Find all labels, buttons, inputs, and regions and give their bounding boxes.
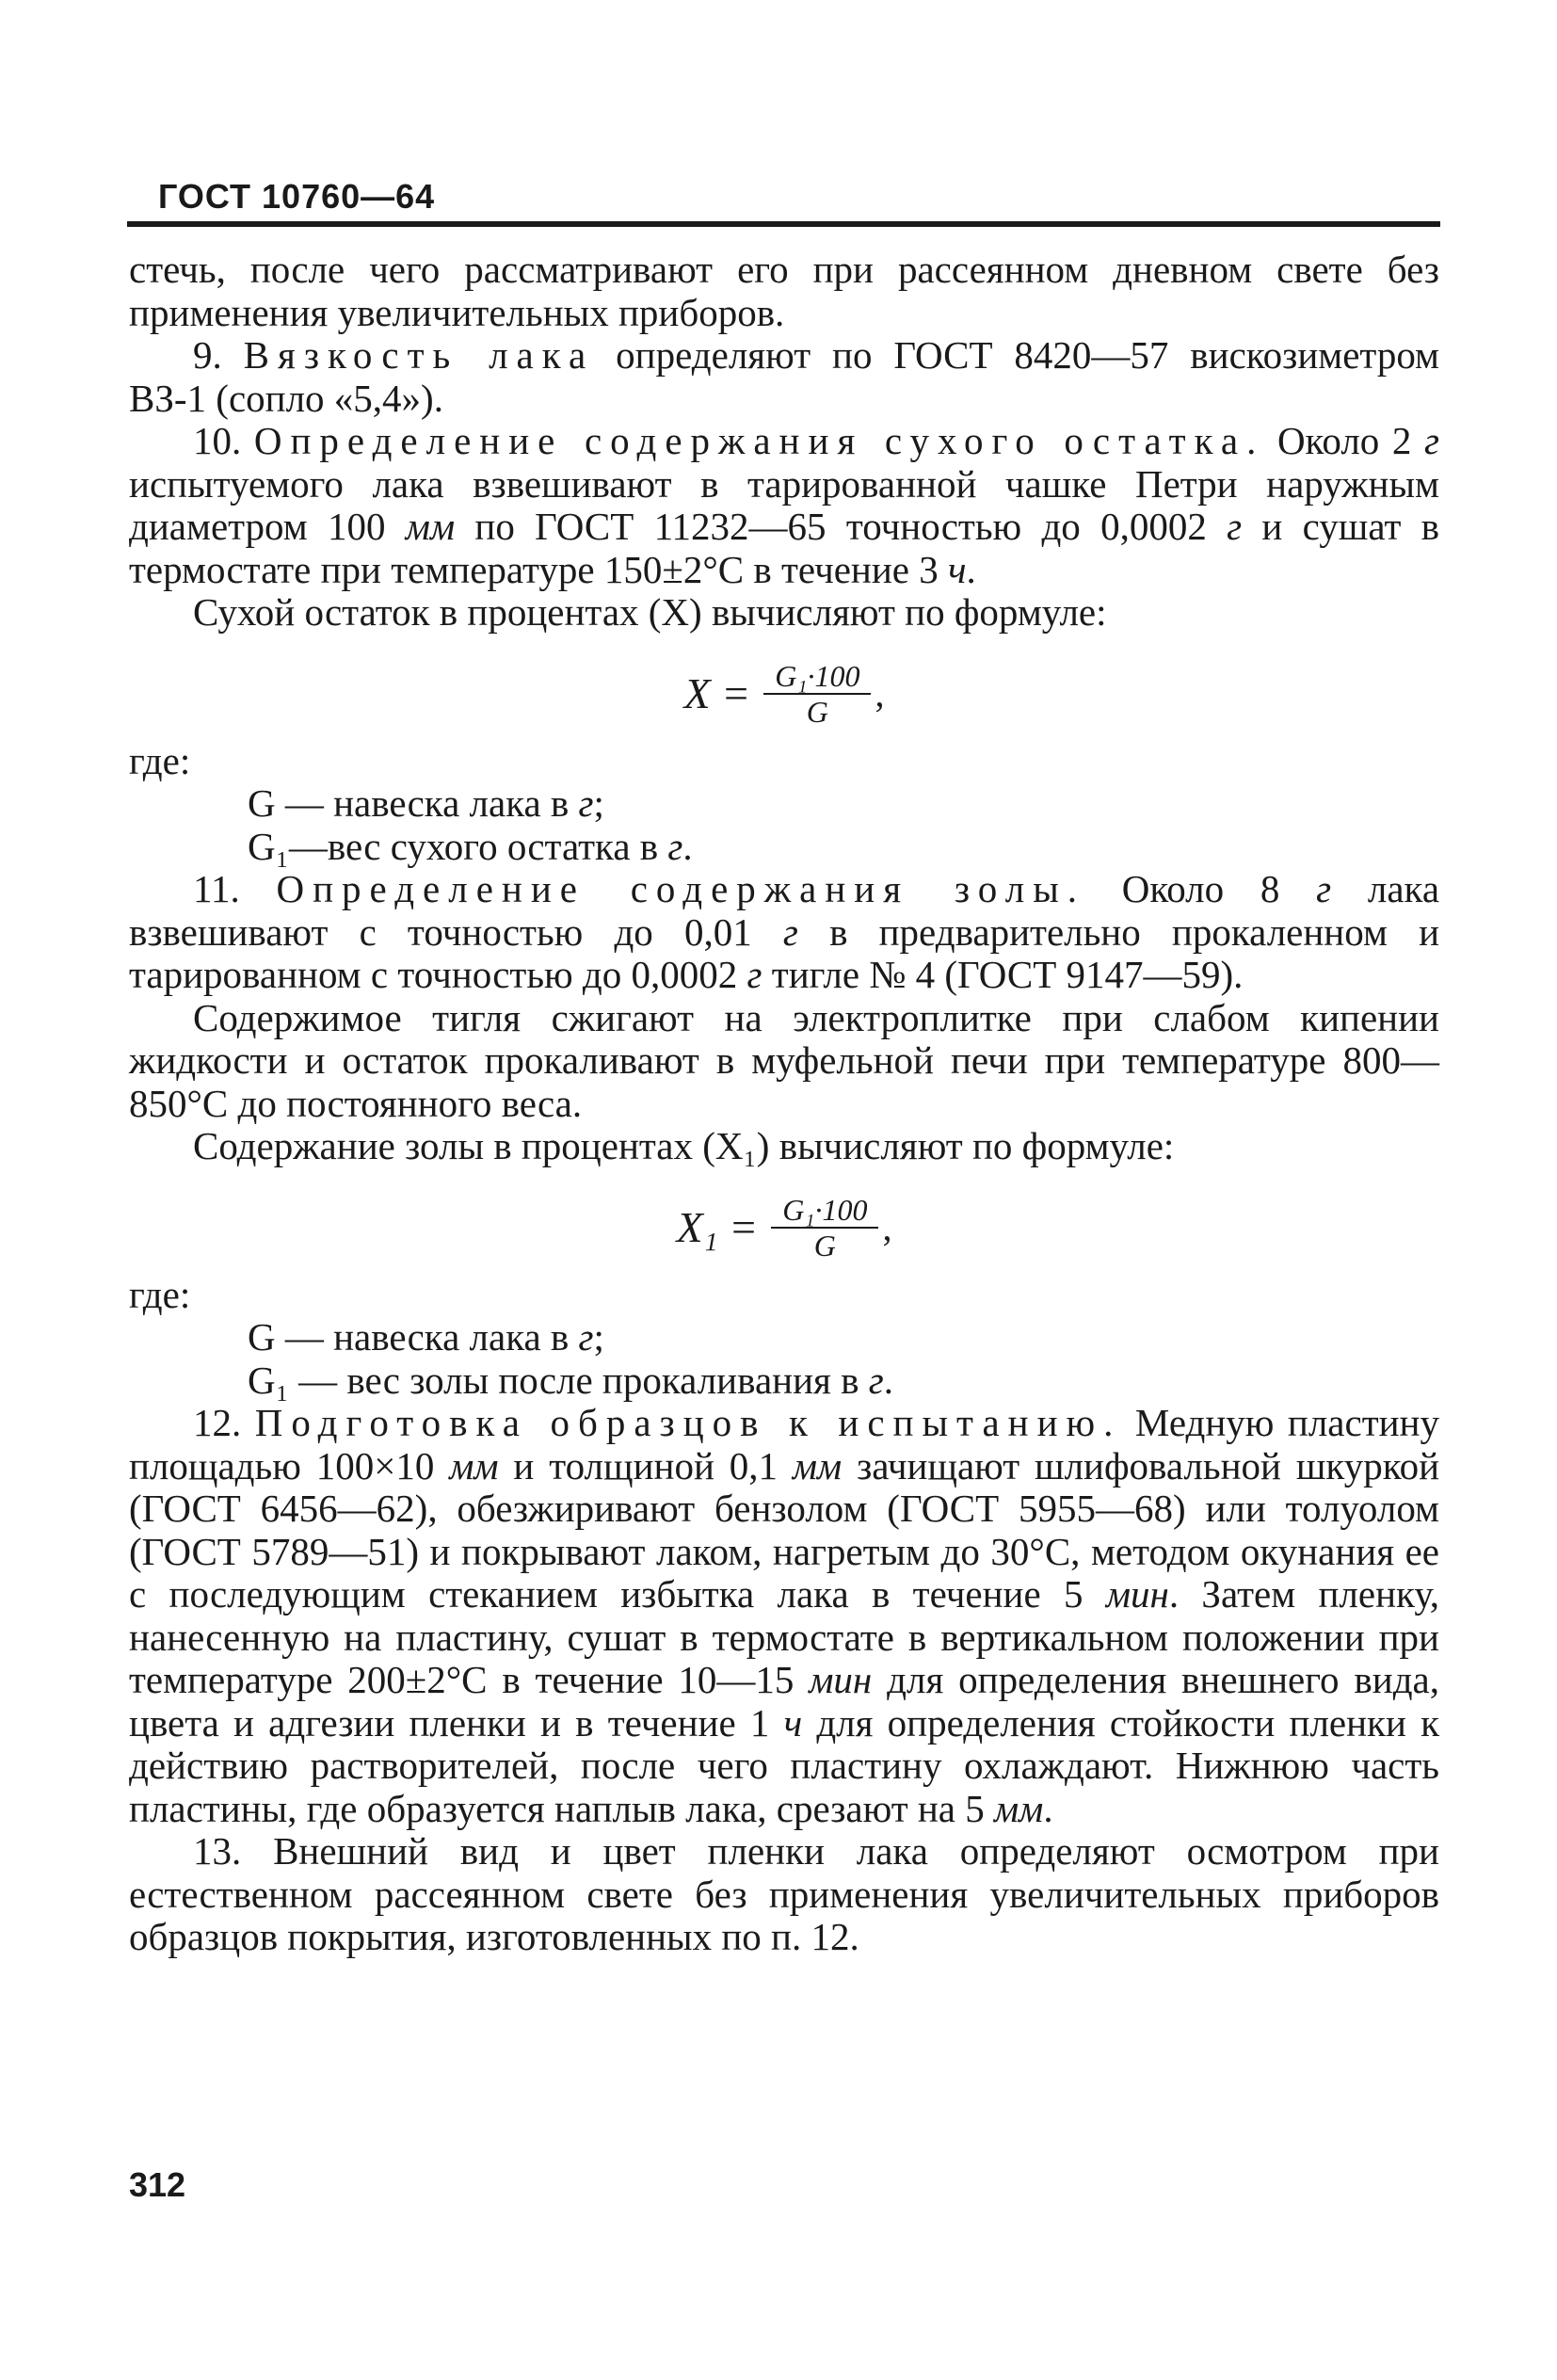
formula-intro: Содержание золы в процентах (X₁) вычисляют по формуле: [193, 1124, 1175, 1167]
header-rule [127, 221, 1440, 227]
paragraph-11-cont: Содержимое тигля сжигают на электроплитке при слабом кипении жидкости и остаток прокаливают в муфельной печи при температуре 800—850°С до постоянного веса. [129, 995, 1439, 1125]
page-number: 312 [129, 2165, 186, 2204]
document-header: ГОСТ 10760—64 [158, 177, 436, 216]
document-body [129, 249, 1439, 1959]
section-heading: Определение содержания сухого остатка. [253, 419, 1265, 462]
paragraph-12: 12. Подготовка образцов к испытанию. Медную пластину площадью 100×10 мм и толщиной 0,1 мм зачищают шлифовальной шкуркой (ГОСТ 6456—62), обезжиривают бензолом (ГОСТ 5955—68) или толуолом (ГОСТ 5789—51) и покрывают лаком, нагретым до 30°С, методом окунания ее с последующим стеканием избытка лака в течение 5 мин. Затем пленку, нанесенную на пластину, сушат в термостате в вертикальном положении при температуре 200±2°С в течение 10—15 мин для определения внешнего вида, цвета и адгезии пленки и в течение 1 ч для определения стойкости пленки к действию растворителей, после чего пластину охлаждают. Нижнюю часть пластины, где образуется наплыв лака, срезают на 5 мм. [129, 1401, 1440, 1830]
formula-denominator: G [806, 694, 828, 729]
definitions-1: G — навеска лака в г; G₁—вес сухого остатка в г. [248, 781, 693, 868]
formula-ash: X₁ = $\frac{\text{G₁·100}}{G}$ , [676, 1192, 892, 1262]
section-heading: Вязкость лака [243, 333, 595, 377]
paragraph-10: 10. Определение содержания сухого остатка. Около 2 г испытуемого лака взвешивают в тарированной чашке Петри наружным диаметром 100 мм по ГОСТ 11232—65 точностью до 0,0002 г и сушат в термостате при температуре 150±2°С в течение 3 ч. [129, 419, 1440, 591]
formula-dry-residue: X = $\frac{\text{G₁·100}}{G}$ , [683, 658, 885, 729]
definitions-2: G — навеска лака в г; G₁ — вес золы после прокаливания в г. [248, 1315, 893, 1402]
where-label: где: [129, 1272, 191, 1316]
formula-numerator: G₁·100 [763, 659, 871, 695]
paragraph-11: 11. Определение содержания золы. Около 8 г лака взвешивают с точностью до 0,01 г в предварительно прокаленном и тарированном с точностью до 0,0002 г тигле № 4 (ГОСТ 9147—59). [129, 867, 1440, 996]
section-heading: Подготовка образцов к испытанию. [254, 1401, 1122, 1444]
section-heading: Определение содержания золы. [276, 867, 1085, 910]
where-label: где: [129, 738, 191, 782]
paragraph-13: 13. Внешний вид и цвет пленки лака определяют осмотром при естественном рассеянном свете без применения увеличительных приборов образцов покрытия, изготовленных по п. 12. [129, 1829, 1439, 1958]
formula-numerator: G₁·100 [771, 1193, 878, 1229]
paragraph-continuation: стечь, после чего рассматривают его при рассеянном дневном свете без применения увеличительных приборов. [129, 248, 1439, 334]
formula-intro: Сухой остаток в процентах (X) вычисляют по формуле: [193, 590, 1107, 634]
formula-denominator: G [813, 1228, 836, 1262]
paragraph-9: 9. Вязкость лака определяют по ГОСТ 8420—57 вискозиметром ВЗ-1 (сопло «5,4»). [129, 333, 1440, 420]
